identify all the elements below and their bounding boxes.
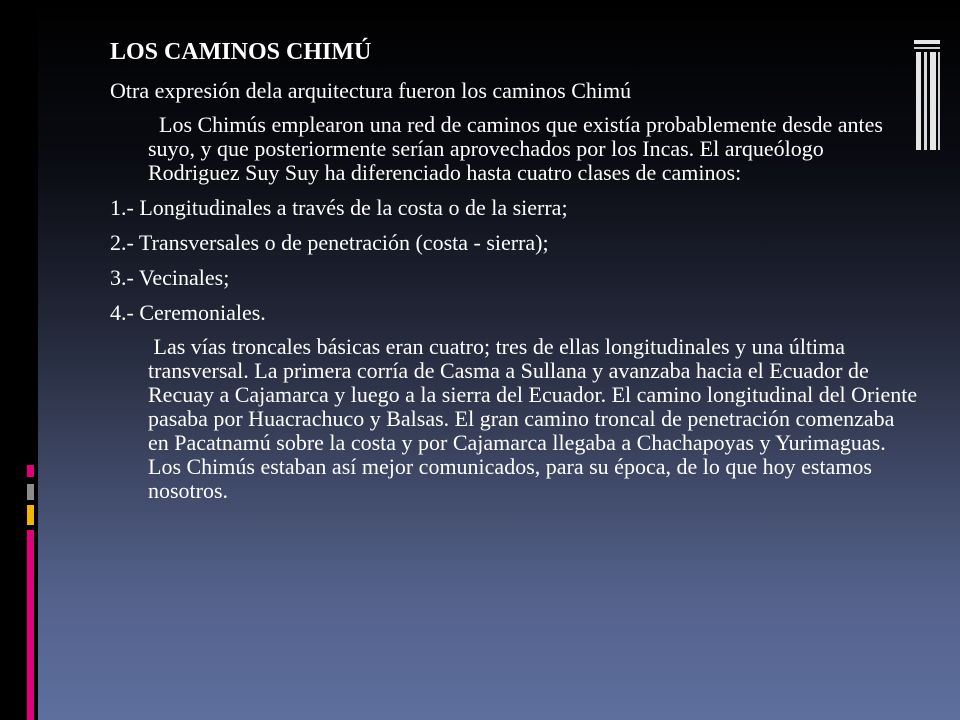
- accent-bar-magenta-top: [27, 465, 34, 477]
- accent-bar-magenta-bottom: [27, 530, 34, 720]
- accent-bar-yellow: [27, 505, 34, 525]
- paragraph-1: Los Chimús emplearon una red de caminos que existía probablemente desde antes suyo, y que posteriormente serían aprovechados por los Incas. El arqueólogo Rodriguez Suy Suy ha diferenciado hasta cuatro clases de caminos:: [148, 112, 889, 185]
- list-item-3: 3.- Vecinales;: [110, 265, 230, 290]
- list-item-1: 1.- Longitudinales a través de la costa o de la sierra;: [110, 195, 568, 220]
- slide-title: LOS CAMINOS CHIMÚ: [110, 39, 372, 65]
- accent-bar-gray: [27, 484, 34, 500]
- slide-content: [110, 36, 930, 513]
- list-item-2: 2.- Transversales o de penetración (costa - sierra);: [110, 230, 549, 255]
- list-item-4: 4.- Ceremoniales.: [110, 300, 266, 325]
- paragraph-2: Las vías troncales básicas eran cuatro; tres de ellas longitudinales y una última transversal. La primera corría de Casma a Sullana y avanzaba hacia el Ecuador de Recuay a Cajamarca y luego a la sierra del Ecuador. El camino longitudinal del Oriente pasaba por Huacrachuco y Balsas. El gran camino troncal de penetración comenzaba en Pacatnamú sobre la costa y por Cajamarca llegaba a Chachapoyas y Yurimaguas. Los Chimús estaban así mejor comunicados, para su época, de lo que hoy estamos nosotros.: [148, 334, 923, 503]
- intro-line: Otra expresión dela arquitectura fueron los caminos Chimú: [110, 78, 632, 103]
